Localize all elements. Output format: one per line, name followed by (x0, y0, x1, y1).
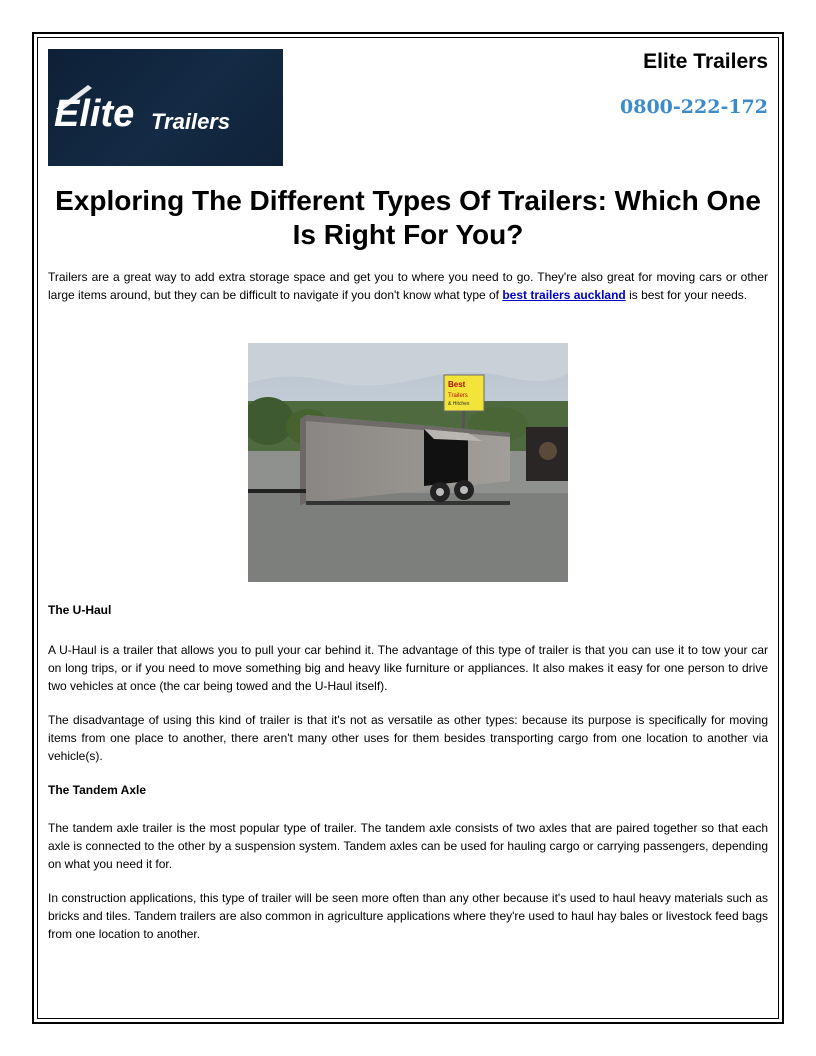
logo-word-main: Elite (54, 93, 135, 135)
svg-text:Trailers: Trailers (448, 393, 468, 399)
u-haul-paragraph-2: The disadvantage of using this kind of trailer is that it's not as versatile as other types: because its purpose is specifically for moving items from one place to another, there aren't many other uses for them besides transporting cargo from one location to another via vehicle(s). (48, 713, 768, 763)
logo-word-sub: Trailers (151, 109, 231, 134)
phone-number[interactable]: 0800-222-172 (620, 96, 768, 118)
intro-paragraph: Trailers are a great way to add extra storage space and get you to where you need to go. They're also great for moving cars or other large items around, but they can be difficult to navigate if you don't know what type of best trailers auckland is best for your needs. (48, 270, 768, 302)
best-trailers-auckland-link[interactable]: best trailers auckland (502, 288, 626, 302)
tandem-paragraph-1: The tandem axle trailer is the most popular type of trailer. The tandem axle consists of two axles that are paired together so that each axle is connected to the other by a suspension system. Tandem axles can be used for hauling cargo or carrying passengers, depending on what you need it for. (48, 821, 768, 871)
elite-trailers-logo[interactable] (48, 49, 283, 166)
trailer-photo (248, 343, 568, 582)
svg-text:Best: Best (448, 380, 466, 389)
tandem-paragraph-2: In construction applications, this type of trailer will be seen more often than any other because it's used to haul heavy materials such as bricks and tiles. Tandem trailers are also common in agriculture applications where they're used to haul hay bales or livestock feed bags from one location to another. (48, 891, 768, 941)
company-name: Elite Trailers (643, 50, 768, 73)
u-haul-paragraph-1: A U-Haul is a trailer that allows you to pull your car behind it. The advantage of this type of trailer is that you can use it to tow your car on long trips, or if you need to move something big and heavy like furniture or appliances. It also makes it easy for one person to drive two vehicles at once (the car being towed and the U-Haul itself). (48, 643, 768, 693)
article-title: Exploring The Different Types Of Trailers: Which One Is Right For You? (55, 185, 761, 250)
section-heading-u-haul: The U-Haul (48, 603, 112, 617)
section-heading-tandem-axle: The Tandem Axle (48, 783, 147, 797)
svg-text:& Hitches: & Hitches (448, 401, 470, 407)
